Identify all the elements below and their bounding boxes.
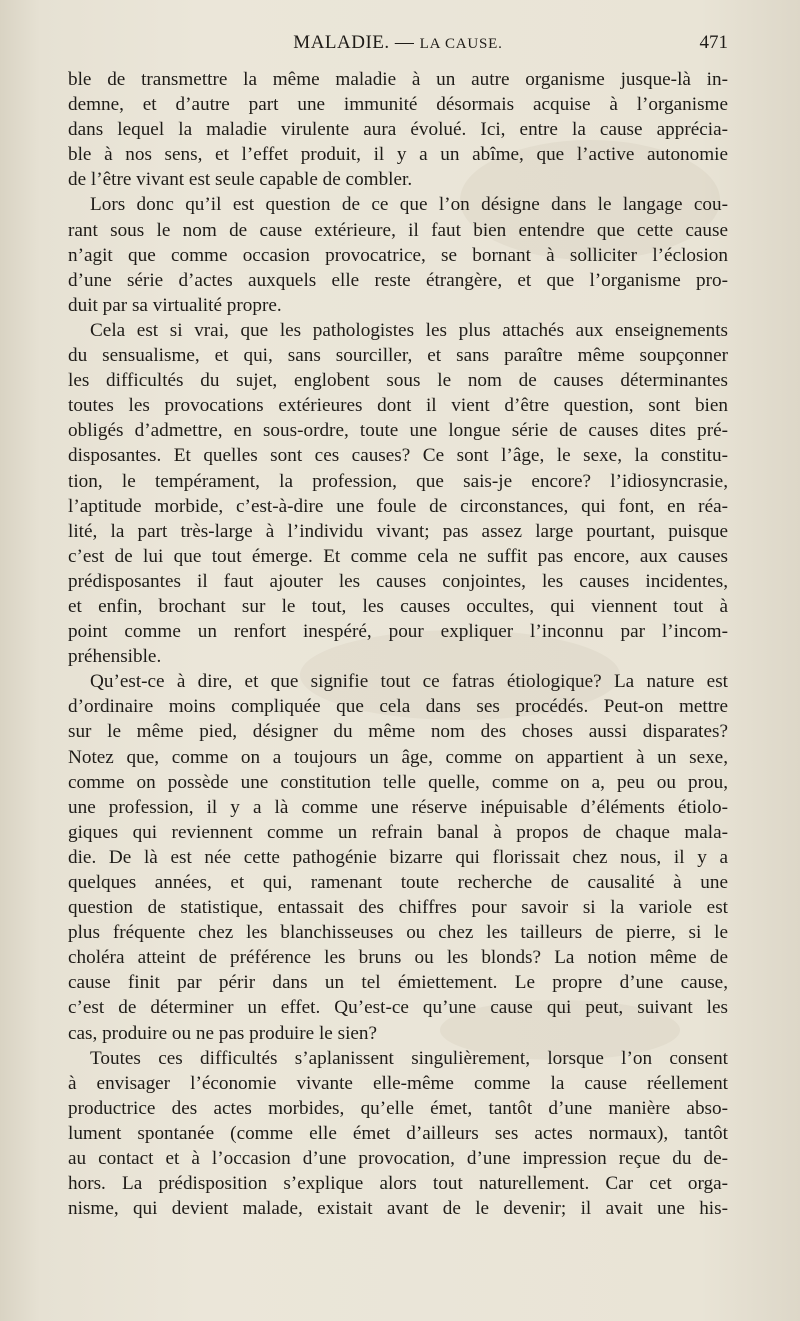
text-line: c’est de lui que tout émerge. Et comme cela ne suffit pas encore, aux causes [68, 545, 728, 567]
text-line: à envisager l’économie vivante elle-même comme la cause réellement [68, 1072, 728, 1094]
text-line: d’une série d’actes auxquels elle reste étrangère, et que l’organisme pro- [68, 269, 728, 291]
page-number: 471 [699, 32, 728, 53]
text-line: ble de transmettre la même maladie à un autre organisme jusque-là in- [68, 69, 728, 90]
body-text [68, 67, 728, 1221]
text-line: nisme, qui devient malade, existait avant de le devenir; il avait une his- [68, 1198, 728, 1220]
running-title-section: LA CAUSE. [419, 36, 503, 52]
text-line: ble à nos sens, et l’effet produit, il y a un abîme, que l’active autonomie [68, 144, 728, 166]
text-line: d’ordinaire moins compliquée que cela dans ses procédés. Peut-on mettre [68, 696, 728, 718]
text-line: une profession, il y a là comme une réserve inépuisable d’éléments étiolo- [68, 796, 728, 818]
text-line: de l’être vivant est seule capable de combler. [68, 169, 413, 191]
text-line: demne, et d’autre part une immunité désormais acquise à l’organisme [68, 94, 728, 116]
text-line: question de statistique, entassait des chiffres pour savoir si la variole est [68, 897, 728, 919]
text-line: quelques années, et qui, ramenant toute recherche de causalité à une [68, 872, 728, 893]
text-line: dans lequel la maladie virulente aura évolué. Ici, entre la cause apprécia- [68, 119, 728, 141]
text-line: Lors donc qu’il est question de ce que l’on désigne dans le langage cou- [90, 194, 728, 216]
text-line: obligés d’admettre, en sous-ordre, toute une longue série de causes dites pré- [68, 420, 728, 442]
text-line: plus fréquente chez les blanchisseuses ou chez les tailleurs de pierre, si le [68, 922, 728, 944]
text-line: du sensualisme, et qui, sans sourciller, et sans paraître même soupçonner [68, 345, 728, 367]
text-line: lité, la part très-large à l’individu vivant; pas assez large pourtant, puisque [68, 520, 728, 542]
text-line: duit par sa virtualité propre. [68, 294, 282, 316]
text-line: au contact et à l’occasion d’une provocation, d’une impression reçue du de- [68, 1148, 728, 1170]
text-line: Cela est si vrai, que les pathologistes les plus attachés aux enseignements [90, 319, 728, 341]
text-line: Qu’est-ce à dire, et que signifie tout ce fatras étiologique? La nature est [90, 671, 728, 693]
text-line: cause finit par périr dans un tel émiettement. Le propre d’une cause, [68, 972, 728, 994]
running-title [68, 32, 728, 54]
text-line: productrice des actes morbides, qu’elle émet, tantôt d’une manière abso- [68, 1097, 728, 1119]
running-title-main: MALADIE. — [293, 32, 415, 53]
text-line: disposantes. Et quelles sont ces causes? Ce sont l’âge, le sexe, la constitu- [68, 445, 728, 467]
text-line: giques qui reviennent comme un refrain banal à propos de chaque mala- [68, 821, 728, 843]
text-line: Notez que, comme on a toujours un âge, comme on appartient à un sexe, [68, 746, 728, 768]
text-line: tion, le tempérament, la profession, que sais-je encore? l’idiosyncrasie, [68, 470, 728, 492]
text-line: die. De là est née cette pathogénie bizarre qui florissait chez nous, il y a [68, 846, 728, 868]
text-line: cas, produire ou ne pas produire le sien? [68, 1022, 378, 1044]
text-line: hors. La prédisposition s’explique alors tout naturellement. Car cet orga- [68, 1173, 728, 1195]
text-line: Toutes ces difficultés s’aplanissent singulièrement, lorsque l’on consent [90, 1047, 728, 1069]
text-line: sur le même pied, désigner du même nom des choses aussi disparates? [68, 721, 728, 743]
text-line: c’est de déterminer un effet. Qu’est-ce qu’une cause qui peut, suivant les [68, 997, 728, 1019]
text-line: point comme un renfort inespéré, pour expliquer l’inconnu par l’incom- [68, 621, 728, 643]
text-line: les difficultés du sujet, englobent sous le nom de causes déterminantes [68, 370, 728, 392]
text-line: et enfin, brochant sur le tout, les causes occultes, qui viennent tout à [68, 595, 728, 617]
text-line: n’agit que comme occasion provocatrice, se bornant à solliciter l’éclosion [68, 244, 728, 266]
text-line: l’aptitude morbide, c’est-à-dire une foule de circonstances, qui font, en réa- [68, 495, 728, 517]
text-line: préhensible. [68, 646, 162, 668]
running-header [68, 32, 728, 60]
text-line: choléra atteint de préférence les bruns ou les blonds? La notion même de [68, 947, 728, 969]
text-line: toutes les provocations extérieures dont il vient d’être question, sont bien [68, 395, 728, 417]
text-line: lument spontanée (comme elle émet d’ailleurs ses actes normaux), tantôt [68, 1122, 728, 1144]
text-line: prédisposantes il faut ajouter les causes conjointes, les causes incidentes, [68, 570, 728, 592]
text-line: rant sous le nom de cause extérieure, il faut bien entendre que cette cause [68, 219, 728, 241]
text-line: comme on possède une constitution telle quelle, comme on a, peu ou prou, [68, 771, 728, 793]
